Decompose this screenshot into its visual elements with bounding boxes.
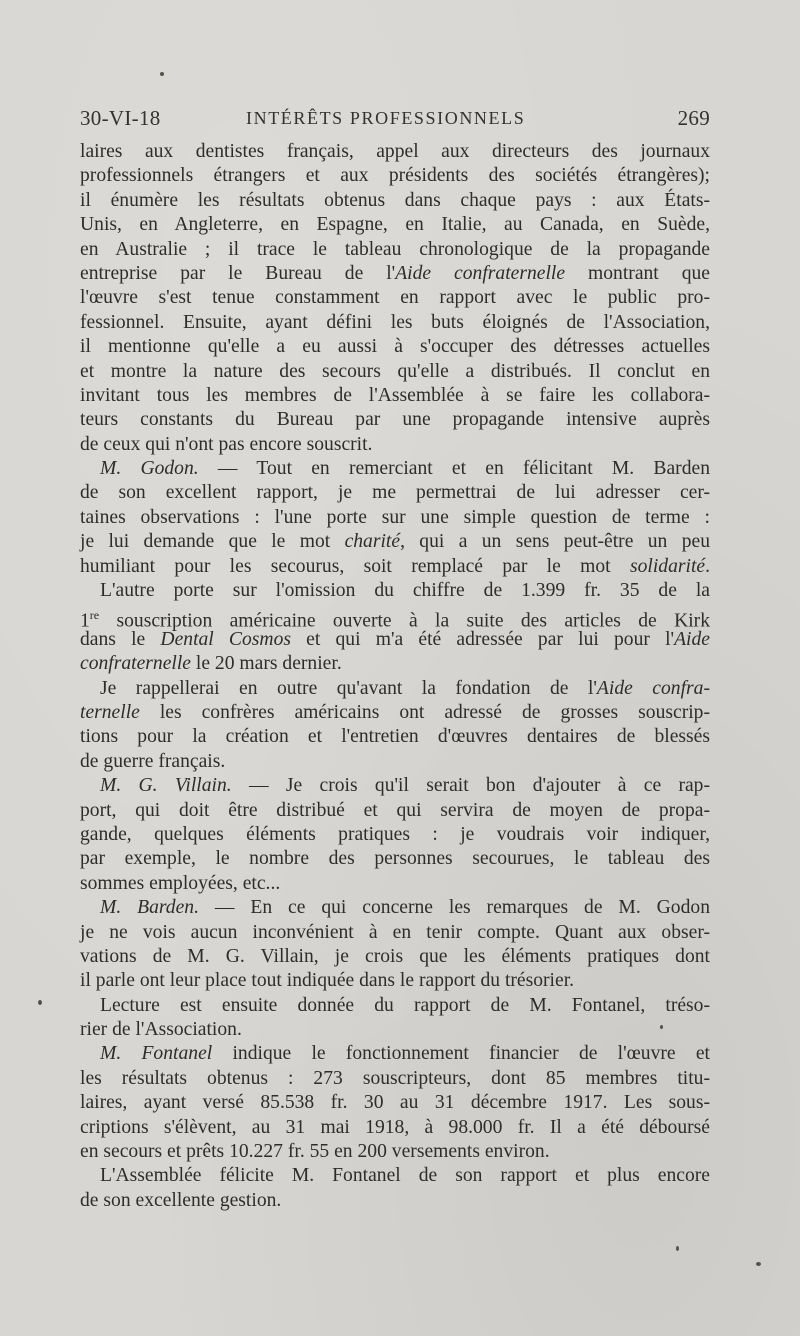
text-line (80, 628, 710, 652)
italic-text: M. Godon. (100, 458, 199, 480)
text-line: criptions s'élèvent, au 31 mai 1918, à 98.000 fr. Il a été déboursé (80, 1116, 710, 1138)
text-run: . (705, 555, 710, 577)
text-run: , qui a un sens peut-être un peu (400, 531, 710, 553)
text-run: — En ce qui concerne les remarques de M. Godon (198, 897, 710, 919)
text-line: de son excellent rapport, je me permettrai de lui adresser cer- (80, 482, 710, 504)
text-line (80, 555, 710, 579)
text-run: montrant que (565, 262, 710, 284)
italic-text: M. G. Villain. (100, 775, 232, 797)
scan-speck (38, 1000, 42, 1005)
text-line: rier de l'Association. (80, 1019, 242, 1041)
italic-text: M. Barden. (100, 897, 199, 919)
text-run: — Je crois qu'il serait bon d'ajouter à ce rap- (231, 775, 710, 797)
text-line: les résultats obtenus : 273 souscripteurs, dont 85 membres titu- (80, 1067, 710, 1089)
text-run: les confrères américains ont adressé de grosses souscrip- (139, 701, 710, 723)
text-line: je ne vois aucun inconvénient à en tenir compte. Quant aux obser- (80, 921, 710, 943)
italic-text: ternelle (80, 701, 140, 723)
text-run: — Tout en remerciant et en félicitant M. Barden (198, 458, 710, 480)
text-line (80, 530, 710, 554)
text-run: indique le fonctionnement financier de l'œuvre et (212, 1043, 711, 1065)
italic-text: Aide confra- (596, 677, 710, 699)
italic-text: M. Fontanel (100, 1043, 213, 1065)
text-line: sommes employées, etc... (80, 872, 281, 894)
text-line: fessionnel. Ensuite, ayant défini les buts éloignés de l'Association, (80, 311, 710, 333)
superscript-text: re (89, 608, 100, 623)
italic-text: charité (344, 531, 401, 553)
text-run: 1 (80, 610, 90, 632)
page-number: 269 (677, 106, 710, 130)
italic-text: Aide confraternelle (395, 262, 566, 284)
text-line: professionnels étrangers et aux présidents des sociétés étrangères); (80, 165, 710, 187)
italic-text: Dental Cosmos (160, 628, 291, 650)
text-line (80, 896, 710, 920)
text-line: Lecture est ensuite donnée du rapport de M. Fontanel, tréso- (100, 994, 710, 1016)
text-line: laires, ayant versé 85.538 fr. 30 au 31 décembre 1917. Les sous- (80, 1092, 710, 1114)
body-text (80, 140, 710, 1213)
text-line: par exemple, le nombre des personnes secourues, le tableau des (80, 848, 710, 870)
text-line: L'Assemblée félicite M. Fontanel de son rapport et plus encore (100, 1165, 710, 1187)
text-line (80, 262, 710, 286)
running-header (80, 106, 710, 136)
text-line: et montre la nature des secours qu'elle a distribués. Il conclut en (80, 360, 710, 382)
text-line: gande, quelques éléments pratiques : je voudrais voir indiquer, (80, 823, 710, 845)
text-line: laires aux dentistes français, appel aux directeurs des journaux (80, 141, 710, 162)
header-date: 30-VI-18 (80, 106, 161, 130)
scan-speck (660, 1025, 663, 1029)
text-line: port, qui doit être distribué et qui servira de moyen de propa- (80, 799, 710, 821)
text-run: Je rappellerai en outre qu'avant la fondation de l' (100, 677, 597, 699)
text-line: vations de M. G. Villain, je crois que les éléments pratiques dont (80, 945, 710, 967)
text-line: de ceux qui n'ont pas encore souscrit. (80, 433, 373, 455)
text-line (80, 677, 710, 701)
scan-speck (756, 1262, 761, 1266)
text-line: en Australie ; il trace le tableau chronologique de la propagande (80, 238, 710, 260)
scan-speck (160, 72, 164, 76)
text-run: et qui m'a été adressée par lui pour l' (291, 628, 675, 650)
italic-text: Aide (674, 628, 710, 650)
text-run: humiliant pour les secourus, soit remplacé par le mot (80, 555, 630, 577)
text-line (80, 457, 710, 481)
italic-text: solidarité (629, 555, 706, 577)
text-line: de guerre français. (80, 750, 226, 772)
text-line: de son excellente gestion. (80, 1189, 282, 1211)
text-line (80, 652, 710, 676)
text-line: il mentionne qu'elle a eu aussi à s'occuper des détresses actuelles (80, 336, 710, 358)
text-line (80, 1042, 710, 1066)
text-line: teurs constants du Bureau par une propagande intensive auprès (80, 409, 710, 431)
text-line (80, 603, 710, 632)
text-run: je lui demande que le mot (80, 531, 345, 553)
text-run: souscription américaine ouverte à la suite des articles de Kirk (99, 610, 710, 632)
text-run: entreprise par le Bureau de l' (80, 262, 396, 284)
text-run: le 20 mars dernier. (191, 653, 342, 675)
text-line (80, 774, 710, 798)
text-line (80, 701, 710, 725)
text-line: en secours et prêts 10.227 fr. 55 en 200 versements environ. (80, 1141, 550, 1163)
text-line: invitant tous les membres de l'Assemblée à se faire les collabora- (80, 384, 710, 406)
text-line: tions pour la création et l'entretien d'œuvres dentaires de blessés (80, 726, 710, 748)
text-line: l'œuvre s'est tenue constamment en rapport avec le public pro- (80, 287, 710, 309)
scan-speck (676, 1246, 679, 1251)
italic-text: confraternelle (80, 653, 191, 675)
text-line: L'autre porte sur l'omission du chiffre de 1.399 fr. 35 de la (100, 580, 710, 602)
text-line: Unis, en Angleterre, en Espagne, en Italie, au Canada, en Suède, (80, 214, 710, 236)
text-run: dans le (80, 628, 161, 650)
text-line: taines observations : l'une porte sur une simple question de terme : (80, 506, 710, 528)
header-section-title: INTÉRÊTS PROFESSIONNELS (246, 108, 526, 128)
text-line: il parle ont leur place tout indiquée dans le rapport du trésorier. (80, 970, 575, 992)
text-line: il énumère les résultats obtenus dans chaque pays : aux États- (80, 189, 710, 211)
